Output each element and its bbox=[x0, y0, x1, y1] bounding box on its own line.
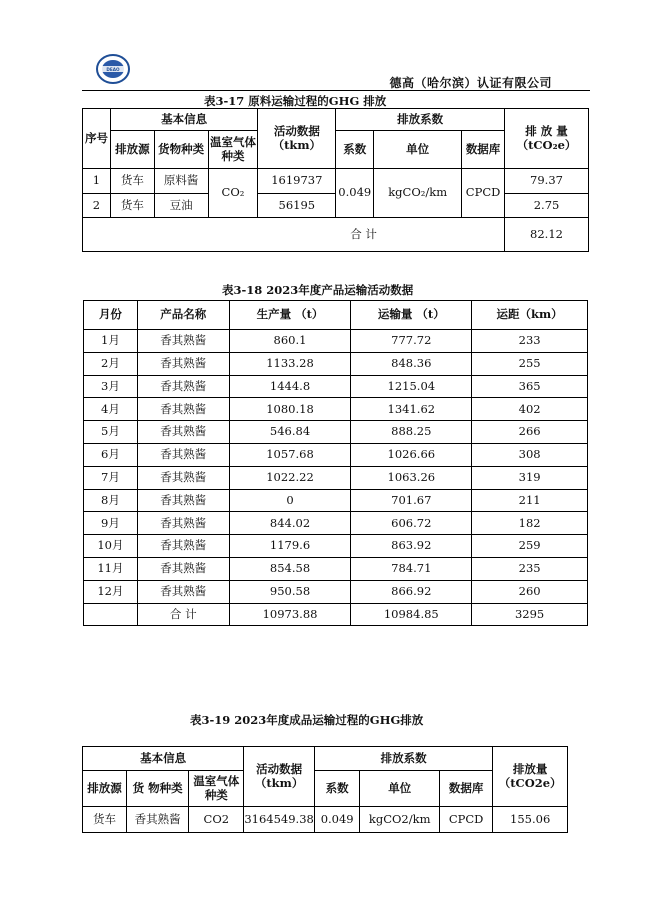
cell-transport: 777.72 bbox=[351, 330, 472, 353]
cell-transport: 784.71 bbox=[351, 557, 472, 580]
cell-product: 香其熟酱 bbox=[137, 535, 229, 558]
cell-transport: 1026.66 bbox=[351, 443, 472, 466]
table-3-18 bbox=[83, 300, 588, 626]
cell-activity: 3164549.38 bbox=[244, 807, 315, 833]
header-emission-source: 排放源 bbox=[83, 771, 127, 807]
header-rule bbox=[82, 90, 590, 91]
table-row bbox=[84, 557, 588, 580]
cell-production: 860.1 bbox=[229, 330, 351, 353]
header-transport-volume: 运输量 （t） bbox=[351, 301, 472, 330]
cell-distance: 260 bbox=[472, 580, 588, 603]
table-header-row bbox=[84, 301, 588, 330]
cell-goods: 豆油 bbox=[154, 194, 208, 218]
header-emission: 排放量（tCO2e） bbox=[493, 747, 568, 807]
table-3-19-caption: 表3-19 2023年度成品运输过程的GHG排放 bbox=[190, 713, 424, 727]
table-3-19 bbox=[82, 746, 568, 833]
cell-month: 11月 bbox=[84, 557, 138, 580]
cell-transport: 606.72 bbox=[351, 512, 472, 535]
header-ghg-type: 温室气体种类 bbox=[189, 771, 244, 807]
cell-product: 香其熟酱 bbox=[137, 352, 229, 375]
cell-distance: 233 bbox=[472, 330, 588, 353]
total-production: 10973.88 bbox=[229, 603, 351, 626]
table-row bbox=[83, 807, 568, 833]
header-product: 产品名称 bbox=[137, 301, 229, 330]
table-row bbox=[84, 489, 588, 512]
cell-unit: kgCO₂/km bbox=[374, 169, 462, 218]
header-unit: 单位 bbox=[360, 771, 439, 807]
cell-coefficient: 0.049 bbox=[336, 169, 374, 218]
total-transport: 10984.85 bbox=[351, 603, 472, 626]
cell-production: 546.84 bbox=[229, 421, 351, 444]
header-month: 月份 bbox=[84, 301, 138, 330]
cell-distance: 211 bbox=[472, 489, 588, 512]
cell-database: CPCD bbox=[439, 807, 492, 833]
cell-transport: 863.92 bbox=[351, 535, 472, 558]
cell-source: 货车 bbox=[110, 194, 154, 218]
cell-month: 10月 bbox=[84, 535, 138, 558]
total-label: 合 计 bbox=[83, 218, 505, 252]
table-row bbox=[84, 421, 588, 444]
cell-month: 5月 bbox=[84, 421, 138, 444]
header-database: 数据库 bbox=[439, 771, 492, 807]
cell-production: 1022.22 bbox=[229, 466, 351, 489]
table-total-row bbox=[83, 218, 589, 252]
total-distance: 3295 bbox=[472, 603, 588, 626]
cell-distance: 255 bbox=[472, 352, 588, 375]
cell-product: 香其熟酱 bbox=[137, 330, 229, 353]
cell-month: 6月 bbox=[84, 443, 138, 466]
header-database: 数据库 bbox=[462, 131, 505, 169]
cell-product: 香其熟酱 bbox=[137, 580, 229, 603]
cell-distance: 259 bbox=[472, 535, 588, 558]
total-label: 合 计 bbox=[137, 603, 229, 626]
cell-product: 香其熟酱 bbox=[137, 489, 229, 512]
cell-month: 1月 bbox=[84, 330, 138, 353]
header-ghg-type: 温室气体种类 bbox=[208, 131, 258, 169]
cell-gas: CO₂ bbox=[208, 169, 258, 218]
cell-product: 香其熟酱 bbox=[137, 557, 229, 580]
cell-production: 950.58 bbox=[229, 580, 351, 603]
cell-month: 7月 bbox=[84, 466, 138, 489]
cell-distance: 402 bbox=[472, 398, 588, 421]
cell-production: 1179.6 bbox=[229, 535, 351, 558]
header-emission-factor: 排放系数 bbox=[314, 747, 492, 771]
cell-distance: 266 bbox=[472, 421, 588, 444]
cell-transport: 1341.62 bbox=[351, 398, 472, 421]
cell-activity: 1619737 bbox=[258, 169, 336, 194]
cell-transport: 848.36 bbox=[351, 352, 472, 375]
header-seq: 序号 bbox=[83, 109, 111, 169]
cell-distance: 308 bbox=[472, 443, 588, 466]
cell-product: 香其熟酱 bbox=[137, 443, 229, 466]
header-activity-data: 活动数据（tkm） bbox=[258, 109, 336, 169]
table-3-17-caption: 表3-17 原料运输过程的GHG 排放 bbox=[204, 94, 387, 108]
table-row bbox=[84, 535, 588, 558]
cell-distance: 365 bbox=[472, 375, 588, 398]
header-distance: 运距（km） bbox=[472, 301, 588, 330]
company-logo bbox=[96, 54, 130, 84]
cell-month: 12月 bbox=[84, 580, 138, 603]
cell-production: 854.58 bbox=[229, 557, 351, 580]
cell-transport: 701.67 bbox=[351, 489, 472, 512]
cell-transport: 1215.04 bbox=[351, 375, 472, 398]
table-row bbox=[84, 512, 588, 535]
cell-source: 货车 bbox=[83, 807, 127, 833]
table-3-18-caption: 表3-18 2023年度产品运输活动数据 bbox=[222, 283, 414, 297]
cell-goods: 原料酱 bbox=[154, 169, 208, 194]
cell-emission: 79.37 bbox=[505, 169, 589, 194]
table-row bbox=[83, 169, 589, 194]
table-row bbox=[84, 352, 588, 375]
header-emission: 排 放 量（tCO₂e） bbox=[505, 109, 589, 169]
cell-unit: kgCO2/km bbox=[360, 807, 439, 833]
header-basic-info: 基本信息 bbox=[83, 747, 244, 771]
header-activity-data: 活动数据（tkm） bbox=[244, 747, 315, 807]
cell-transport: 866.92 bbox=[351, 580, 472, 603]
header-emission-source: 排放源 bbox=[110, 131, 154, 169]
table-row bbox=[84, 466, 588, 489]
cell-coefficient: 0.049 bbox=[314, 807, 360, 833]
cell-product: 香其熟酱 bbox=[137, 512, 229, 535]
table-row bbox=[84, 443, 588, 466]
header-goods-type: 货 物种类 bbox=[126, 771, 188, 807]
cell-product: 香其熟酱 bbox=[137, 398, 229, 421]
cell-product: 香其熟酱 bbox=[137, 421, 229, 444]
table-row bbox=[84, 375, 588, 398]
cell-month bbox=[84, 603, 138, 626]
table-row bbox=[84, 398, 588, 421]
cell-production: 1080.18 bbox=[229, 398, 351, 421]
cell-database: CPCD bbox=[462, 169, 505, 218]
cell-activity: 56195 bbox=[258, 194, 336, 218]
cell-production: 1444.8 bbox=[229, 375, 351, 398]
cell-gas: CO2 bbox=[189, 807, 244, 833]
cell-production: 1057.68 bbox=[229, 443, 351, 466]
header-emission-factor: 排放系数 bbox=[336, 109, 505, 131]
cell-month: 8月 bbox=[84, 489, 138, 512]
header-production: 生产量 （t） bbox=[229, 301, 351, 330]
cell-production: 844.02 bbox=[229, 512, 351, 535]
cell-emission: 155.06 bbox=[493, 807, 568, 833]
svg-text:DEAO: DEAO bbox=[106, 67, 120, 72]
cell-product: 香其熟酱 bbox=[137, 375, 229, 398]
cell-month: 9月 bbox=[84, 512, 138, 535]
cell-production: 1133.28 bbox=[229, 352, 351, 375]
header-coefficient: 系数 bbox=[336, 131, 374, 169]
cell-product: 香其熟酱 bbox=[137, 466, 229, 489]
cell-emission: 2.75 bbox=[505, 194, 589, 218]
table-total-row bbox=[84, 603, 588, 626]
cell-distance: 235 bbox=[472, 557, 588, 580]
cell-production: 0 bbox=[229, 489, 351, 512]
header-coefficient: 系数 bbox=[314, 771, 360, 807]
header-unit: 单位 bbox=[374, 131, 462, 169]
cell-month: 3月 bbox=[84, 375, 138, 398]
header-basic-info: 基本信息 bbox=[110, 109, 257, 131]
cell-seq: 1 bbox=[83, 169, 111, 194]
cell-transport: 1063.26 bbox=[351, 466, 472, 489]
table-3-17 bbox=[82, 108, 589, 252]
table-row bbox=[83, 194, 589, 218]
company-name: 德高（哈尔滨）认证有限公司 bbox=[389, 76, 552, 90]
cell-distance: 319 bbox=[472, 466, 588, 489]
header-goods-type: 货物种类 bbox=[154, 131, 208, 169]
cell-transport: 888.25 bbox=[351, 421, 472, 444]
cell-seq: 2 bbox=[83, 194, 111, 218]
cell-goods: 香其熟酱 bbox=[126, 807, 188, 833]
table-row bbox=[84, 330, 588, 353]
total-emission: 82.12 bbox=[505, 218, 589, 252]
cell-month: 4月 bbox=[84, 398, 138, 421]
cell-distance: 182 bbox=[472, 512, 588, 535]
cell-source: 货车 bbox=[110, 169, 154, 194]
table-row bbox=[84, 580, 588, 603]
cell-month: 2月 bbox=[84, 352, 138, 375]
